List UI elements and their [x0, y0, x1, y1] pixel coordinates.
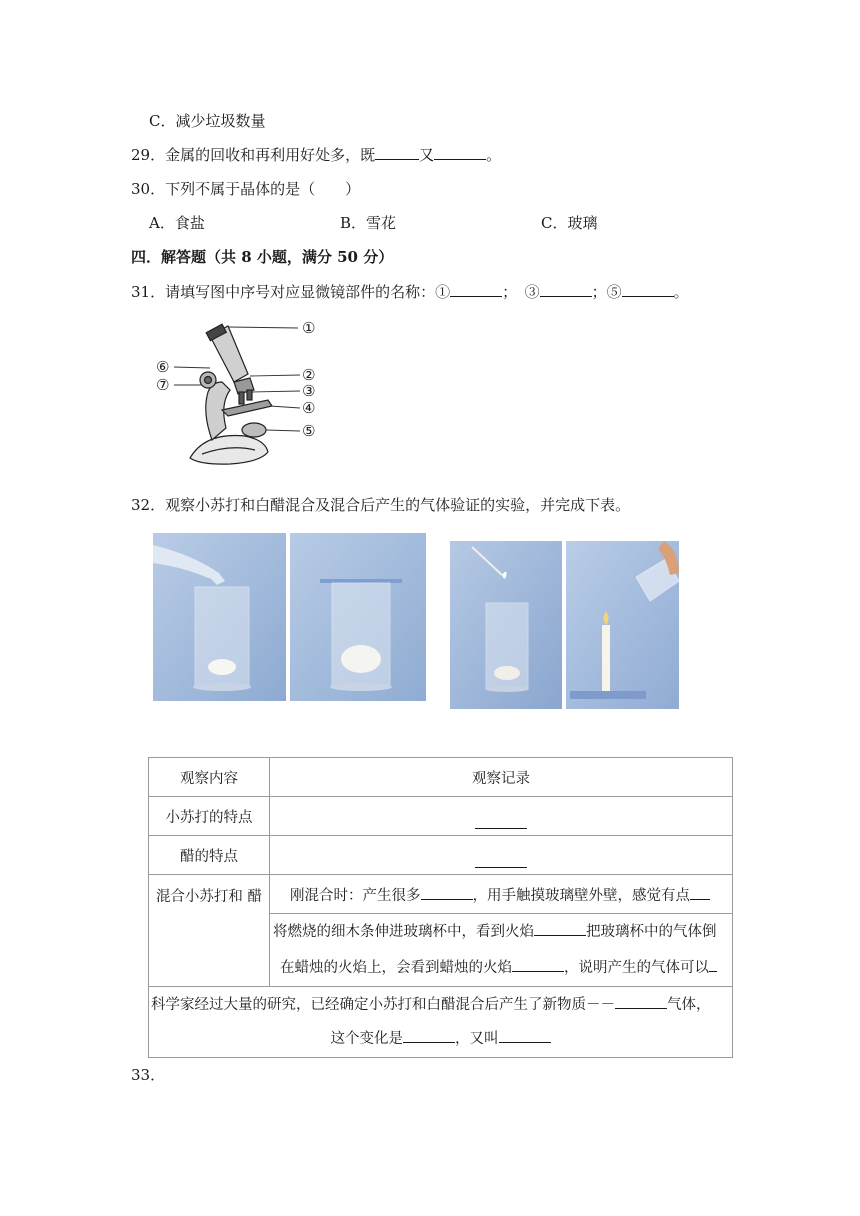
q29-mid: 又	[419, 146, 435, 164]
q31	[131, 282, 689, 302]
answer-blank[interactable]	[709, 957, 717, 972]
label-5: ⑤	[302, 422, 316, 440]
q31-end: 。	[673, 283, 689, 301]
row-label: 混合小苏打和 醋	[149, 875, 270, 987]
record-cell[interactable]	[270, 875, 733, 914]
answer-blank[interactable]	[615, 994, 667, 1009]
header-cell: 观察记录	[270, 758, 733, 797]
answer-blank[interactable]	[475, 853, 527, 868]
q29-prefix: 29．金属的回收和再利用好处多，既	[131, 146, 376, 164]
answer-blank[interactable]	[434, 145, 486, 160]
section-heading: 四．解答题（共 8 小题，满分 50 分）	[131, 248, 394, 266]
record-text: 将燃烧的细木条伸进玻璃杯中，看到火焰	[273, 924, 534, 940]
record-cell[interactable]	[270, 797, 733, 836]
label-6: ⑥	[156, 358, 170, 376]
answer-blank[interactable]	[512, 957, 564, 972]
summary-text: 这个变化是	[330, 1031, 403, 1047]
answer-blank[interactable]	[540, 282, 592, 297]
q33-number: 33．	[131, 1066, 166, 1084]
photo-pour-vinegar	[153, 533, 286, 701]
summary-cell[interactable]	[149, 987, 733, 1058]
answer-blank[interactable]	[450, 282, 502, 297]
row-label: 小苏打的特点	[149, 797, 270, 836]
answer-blank[interactable]	[375, 145, 419, 160]
record-text: 刚混合时：产生很多	[290, 887, 421, 904]
q30-option-b[interactable]: B．雪花	[340, 214, 397, 232]
q30-option-a[interactable]: A．食盐	[149, 214, 205, 232]
summary-text: ，又叫	[455, 1031, 499, 1047]
q30-option-c[interactable]: C．玻璃	[541, 214, 598, 232]
answer-blank[interactable]	[622, 282, 674, 297]
table-row	[149, 797, 733, 836]
table-row	[149, 836, 733, 875]
table-row	[149, 875, 733, 914]
microscope-diagram	[150, 312, 340, 472]
label-4: ④	[302, 399, 316, 417]
photo-covered-glass	[290, 533, 426, 701]
q31-sep1: ； ③	[502, 283, 540, 301]
label-7: ⑦	[156, 376, 170, 394]
q29	[131, 145, 501, 165]
record-text: ，说明产生的气体可以	[564, 960, 709, 976]
q32-stem: 32．观察小苏打和白醋混合及混合后产生的气体验证的实验，并完成下表。	[131, 496, 631, 514]
observation-table	[148, 757, 733, 1058]
answer-blank[interactable]	[499, 1028, 551, 1043]
answer-blank[interactable]	[690, 885, 710, 900]
record-text: ，用手触摸玻璃壁外壁，感觉有点	[472, 887, 690, 904]
q30-stem: 30．下列不属于晶体的是（ ）	[131, 180, 361, 198]
answer-blank[interactable]	[534, 921, 586, 936]
record-cell[interactable]	[270, 836, 733, 875]
record-text: 把玻璃杯中的气体倒	[586, 924, 717, 940]
photo-burning-stick	[450, 541, 562, 709]
photo-candle	[566, 541, 679, 709]
label-2: ②	[302, 366, 316, 384]
record-cell[interactable]	[270, 914, 733, 987]
q31-sep2: ；⑤	[591, 283, 622, 301]
answer-blank[interactable]	[475, 814, 527, 829]
table-header-row	[149, 758, 733, 797]
table-summary-row	[149, 987, 733, 1058]
header-cell: 观察内容	[149, 758, 270, 797]
q28-option-c: C．减少垃圾数量	[149, 112, 266, 130]
summary-text: 气体，	[667, 997, 711, 1013]
q29-suffix: 。	[486, 146, 502, 164]
row-label: 醋的特点	[149, 836, 270, 875]
label-3: ③	[302, 382, 316, 400]
summary-text: 科学家经过大量的研究，已经确定小苏打和白醋混合后产生了新物质－－	[151, 997, 615, 1013]
q31-text: 31．请填写图中序号对应显微镜部件的名称：①	[131, 283, 451, 301]
label-1: ①	[302, 319, 316, 337]
answer-blank[interactable]	[421, 885, 473, 900]
answer-blank[interactable]	[403, 1028, 455, 1043]
record-text: 在蜡烛的火焰上，会看到蜡烛的火焰	[280, 960, 512, 976]
